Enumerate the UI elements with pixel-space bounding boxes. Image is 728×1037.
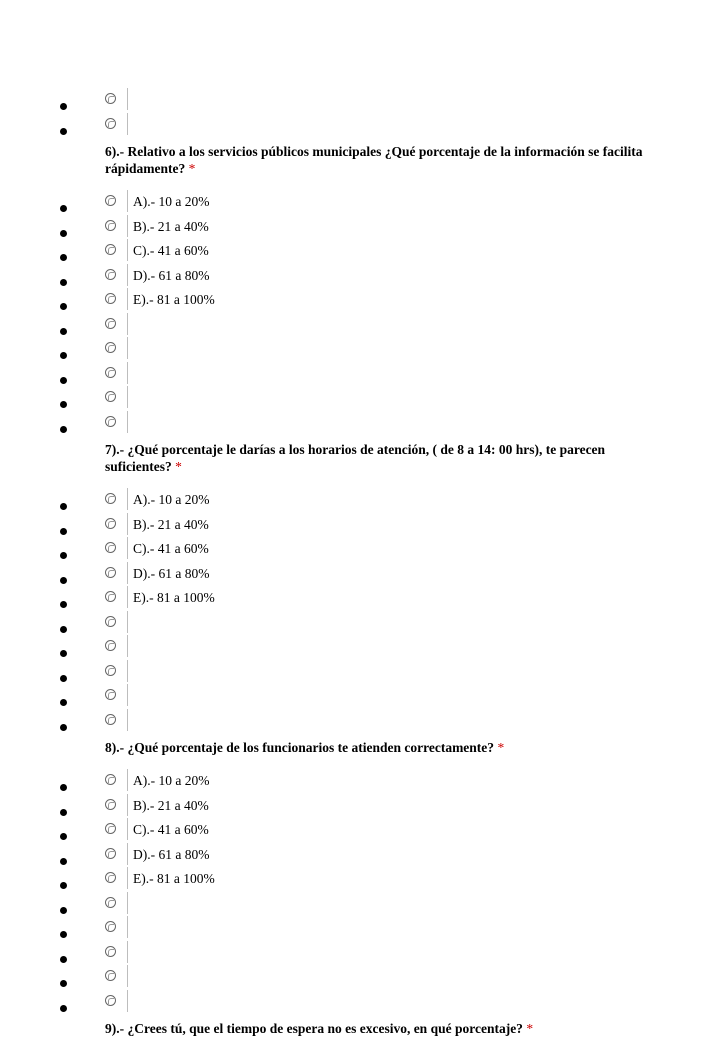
option-divider	[127, 769, 128, 791]
radio-button[interactable]	[105, 195, 116, 206]
radio-button[interactable]	[105, 665, 116, 676]
option-divider	[127, 190, 128, 212]
option-label: C).- 41 a 60%	[133, 541, 209, 556]
option-divider	[127, 611, 128, 633]
radio-button[interactable]	[105, 220, 116, 231]
list-bullet	[60, 552, 67, 559]
option-divider	[127, 892, 128, 914]
option-label: B).- 21 a 40%	[133, 516, 209, 532]
radio-button[interactable]	[105, 391, 116, 402]
radio-button[interactable]	[105, 714, 116, 725]
list-bullet	[60, 528, 67, 535]
list-bullet	[60, 858, 67, 865]
list-bullet	[60, 626, 67, 633]
radio-button[interactable]	[105, 995, 116, 1006]
option-divider	[127, 362, 128, 384]
radio-button[interactable]	[105, 640, 116, 651]
option-divider	[127, 941, 128, 963]
radio-button[interactable]	[105, 493, 116, 504]
option-divider	[127, 215, 128, 237]
option-divider	[127, 660, 128, 682]
option-divider	[127, 990, 128, 1012]
list-bullet	[60, 882, 67, 889]
option-label: B).- 21 a 40%	[133, 218, 209, 234]
option-divider	[127, 337, 128, 359]
question-text: 7).- ¿Qué porcentaje le darías a los horarios de atención, ( de 8 a 14: 00 hrs), te parecen suficientes?	[105, 442, 606, 474]
option-divider	[127, 818, 128, 840]
radio-button[interactable]	[105, 367, 116, 378]
list-bullet	[60, 352, 67, 359]
radio-button[interactable]	[105, 946, 116, 957]
option-divider	[127, 562, 128, 584]
option-divider	[127, 965, 128, 987]
option-divider	[127, 488, 128, 510]
list-bullet	[60, 279, 67, 286]
question-text: 9).- ¿Crees tú, que el tiempo de espera no es excesivo, en qué porcentaje?	[105, 1021, 523, 1036]
list-bullet	[60, 503, 67, 510]
radio-button[interactable]	[105, 293, 116, 304]
option-divider	[127, 843, 128, 865]
option-divider	[127, 867, 128, 889]
list-bullet	[60, 103, 67, 110]
option-label: D).- 61 a 80%	[133, 267, 210, 283]
option-label: A).- 10 a 20%	[133, 194, 210, 209]
option-divider	[127, 386, 128, 408]
option-label: E).- 81 a 100%	[133, 292, 215, 307]
list-bullet	[60, 724, 67, 731]
question-title	[105, 1020, 665, 1037]
option-divider	[127, 264, 128, 286]
list-bullet	[60, 128, 67, 135]
option-divider	[127, 635, 128, 657]
option-label: D).- 61 a 80%	[133, 846, 210, 862]
list-bullet	[60, 230, 67, 237]
list-bullet	[60, 784, 67, 791]
required-marker: *	[497, 740, 505, 755]
radio-button[interactable]	[105, 567, 116, 578]
list-bullet	[60, 426, 67, 433]
list-bullet	[60, 401, 67, 408]
radio-button[interactable]	[105, 921, 116, 932]
option-label: D).- 61 a 80%	[133, 565, 210, 581]
list-bullet	[60, 577, 67, 584]
radio-button[interactable]	[105, 342, 116, 353]
radio-button[interactable]	[105, 970, 116, 981]
radio-button[interactable]	[105, 774, 116, 785]
list-bullet	[60, 303, 67, 310]
radio-button[interactable]	[105, 591, 116, 602]
radio-button[interactable]	[105, 897, 116, 908]
option-divider	[127, 709, 128, 731]
radio-button[interactable]	[105, 616, 116, 627]
list-bullet	[60, 809, 67, 816]
list-bullet	[60, 699, 67, 706]
list-bullet	[60, 956, 67, 963]
list-bullet	[60, 377, 67, 384]
option-divider	[127, 684, 128, 706]
radio-button[interactable]	[105, 872, 116, 883]
option-divider	[127, 916, 128, 938]
option-label: B).- 21 a 40%	[133, 797, 209, 813]
option-label: E).- 81 a 100%	[133, 590, 215, 605]
radio-button[interactable]	[105, 118, 116, 129]
option-label: E).- 81 a 100%	[133, 871, 215, 886]
question-title	[105, 739, 665, 756]
radio-button[interactable]	[105, 689, 116, 700]
radio-button[interactable]	[105, 93, 116, 104]
option-label: A).- 10 a 20%	[133, 773, 210, 788]
option-divider	[127, 88, 128, 110]
option-divider	[127, 239, 128, 261]
question-text: 8).- ¿Qué porcentaje de los funcionarios te atienden correctamente?	[105, 740, 495, 755]
option-divider	[127, 513, 128, 535]
list-bullet	[60, 931, 67, 938]
required-marker: *	[188, 161, 196, 176]
list-bullet	[60, 328, 67, 335]
radio-button[interactable]	[105, 416, 116, 427]
list-bullet	[60, 254, 67, 261]
question-title	[105, 143, 665, 177]
radio-button[interactable]	[105, 269, 116, 280]
list-bullet	[60, 980, 67, 987]
option-divider	[127, 313, 128, 335]
option-label: A).- 10 a 20%	[133, 492, 210, 507]
question-text: 6).- Relativo a los servicios públicos municipales ¿Qué porcentaje de la información se facilita rápidamente?	[105, 144, 643, 176]
option-divider	[127, 411, 128, 433]
radio-button[interactable]	[105, 318, 116, 329]
radio-button[interactable]	[105, 799, 116, 810]
radio-button[interactable]	[105, 542, 116, 553]
option-label: C).- 41 a 60%	[133, 822, 209, 837]
radio-button[interactable]	[105, 848, 116, 859]
radio-button[interactable]	[105, 823, 116, 834]
list-bullet	[60, 833, 67, 840]
list-bullet	[60, 1005, 67, 1012]
radio-button[interactable]	[105, 518, 116, 529]
option-label: C).- 41 a 60%	[133, 243, 209, 258]
list-bullet	[60, 205, 67, 212]
required-marker: *	[175, 459, 182, 474]
option-divider	[127, 288, 128, 310]
radio-button[interactable]	[105, 244, 116, 255]
list-bullet	[60, 601, 67, 608]
option-divider	[127, 113, 128, 135]
list-bullet	[60, 907, 67, 914]
required-marker: *	[526, 1021, 534, 1036]
list-bullet	[60, 650, 67, 657]
option-divider	[127, 537, 128, 559]
list-bullet	[60, 675, 67, 682]
question-title	[105, 441, 665, 475]
option-divider	[127, 586, 128, 608]
option-divider	[127, 794, 128, 816]
